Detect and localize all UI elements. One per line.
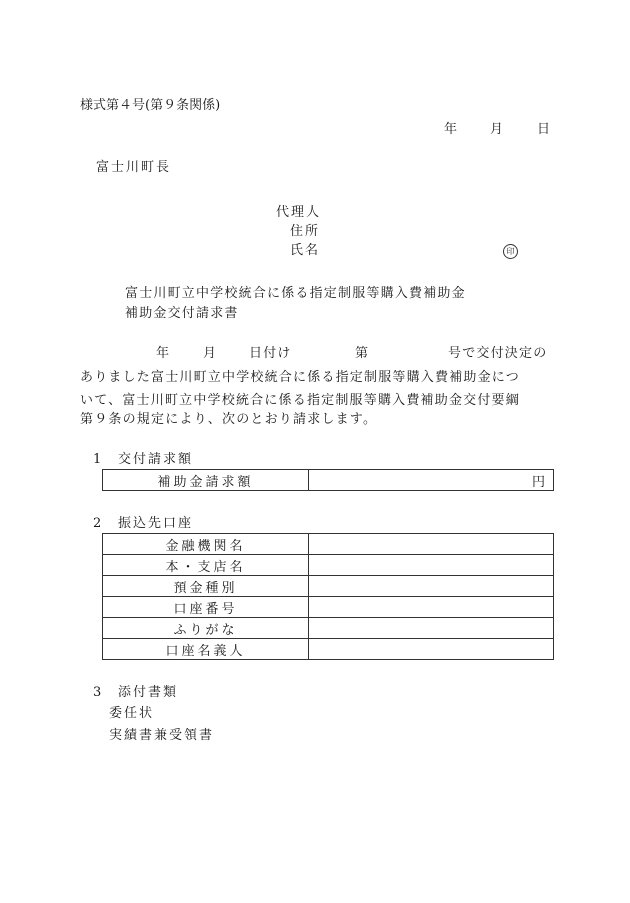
account-holder-field[interactable] xyxy=(309,639,554,660)
furigana-label: ふりがな xyxy=(103,618,309,639)
furigana-field[interactable] xyxy=(309,618,554,639)
account-type-field[interactable] xyxy=(309,576,554,597)
bank-account-table xyxy=(102,533,554,660)
bank-name-field[interactable] xyxy=(309,534,554,555)
attachment-item: 実績書兼受領書 xyxy=(109,728,215,743)
seal-mark xyxy=(503,243,518,259)
form-number: 様式第４号(第９条関係) xyxy=(80,98,221,113)
agent-label: 代理人 xyxy=(276,205,322,220)
table-row xyxy=(103,576,554,597)
title-line-1: 富士川町立中学校統合に係る指定制服等購入費補助金 xyxy=(125,286,466,301)
section-1-number: 1 xyxy=(93,452,102,467)
yen-unit: 円 xyxy=(531,474,545,490)
date-month-label: 月 xyxy=(490,122,504,137)
section-3-number: 3 xyxy=(93,685,102,700)
table-row xyxy=(103,534,554,555)
body-line-3: いて、富士川町立中学校統合に係る指定制服等購入費補助金交付要綱 xyxy=(80,393,520,408)
account-holder-label: 口座名義人 xyxy=(103,639,309,660)
section-2-number: 2 xyxy=(93,516,102,531)
account-type-label: 預金種別 xyxy=(103,576,309,597)
section-1-heading: 交付請求額 xyxy=(118,452,194,467)
addressee: 富士川町長 xyxy=(96,160,172,175)
request-amount-table xyxy=(102,469,554,491)
attachment-item: 委任状 xyxy=(109,706,155,721)
table-row xyxy=(103,618,554,639)
body-suffix: 号で交付決定の xyxy=(448,346,548,361)
branch-name-label: 本・支店名 xyxy=(103,555,309,576)
section-3-heading: 添付書類 xyxy=(118,685,179,700)
branch-name-field[interactable] xyxy=(309,555,554,576)
title-line-2: 補助金交付請求書 xyxy=(125,306,239,321)
date-day-label: 日 xyxy=(537,122,551,137)
address-label: 住所 xyxy=(290,224,321,239)
request-amount-field[interactable] xyxy=(309,470,554,491)
body-month-label: 月 xyxy=(203,346,217,361)
bank-name-label: 金融機関名 xyxy=(103,534,309,555)
body-day-dated-label: 日付け xyxy=(249,346,292,361)
body-year-label: 年 xyxy=(156,346,170,361)
section-2-heading: 振込先口座 xyxy=(118,516,194,531)
date-year-label: 年 xyxy=(444,122,458,137)
table-row xyxy=(103,470,554,491)
seal-icon: 印 xyxy=(503,244,518,259)
body-line-2: ありました富士川町立中学校統合に係る指定制服等購入費補助金につ xyxy=(80,370,520,385)
name-label: 氏名 xyxy=(290,243,321,258)
body-line-4: 第９条の規定により、次のとおり請求します。 xyxy=(80,412,378,427)
table-row xyxy=(103,597,554,618)
account-number-label: 口座番号 xyxy=(103,597,309,618)
request-amount-label: 補助金請求額 xyxy=(103,470,309,491)
table-row xyxy=(103,639,554,660)
account-number-field[interactable] xyxy=(309,597,554,618)
body-number-label: 第 xyxy=(355,346,369,361)
table-row xyxy=(103,555,554,576)
